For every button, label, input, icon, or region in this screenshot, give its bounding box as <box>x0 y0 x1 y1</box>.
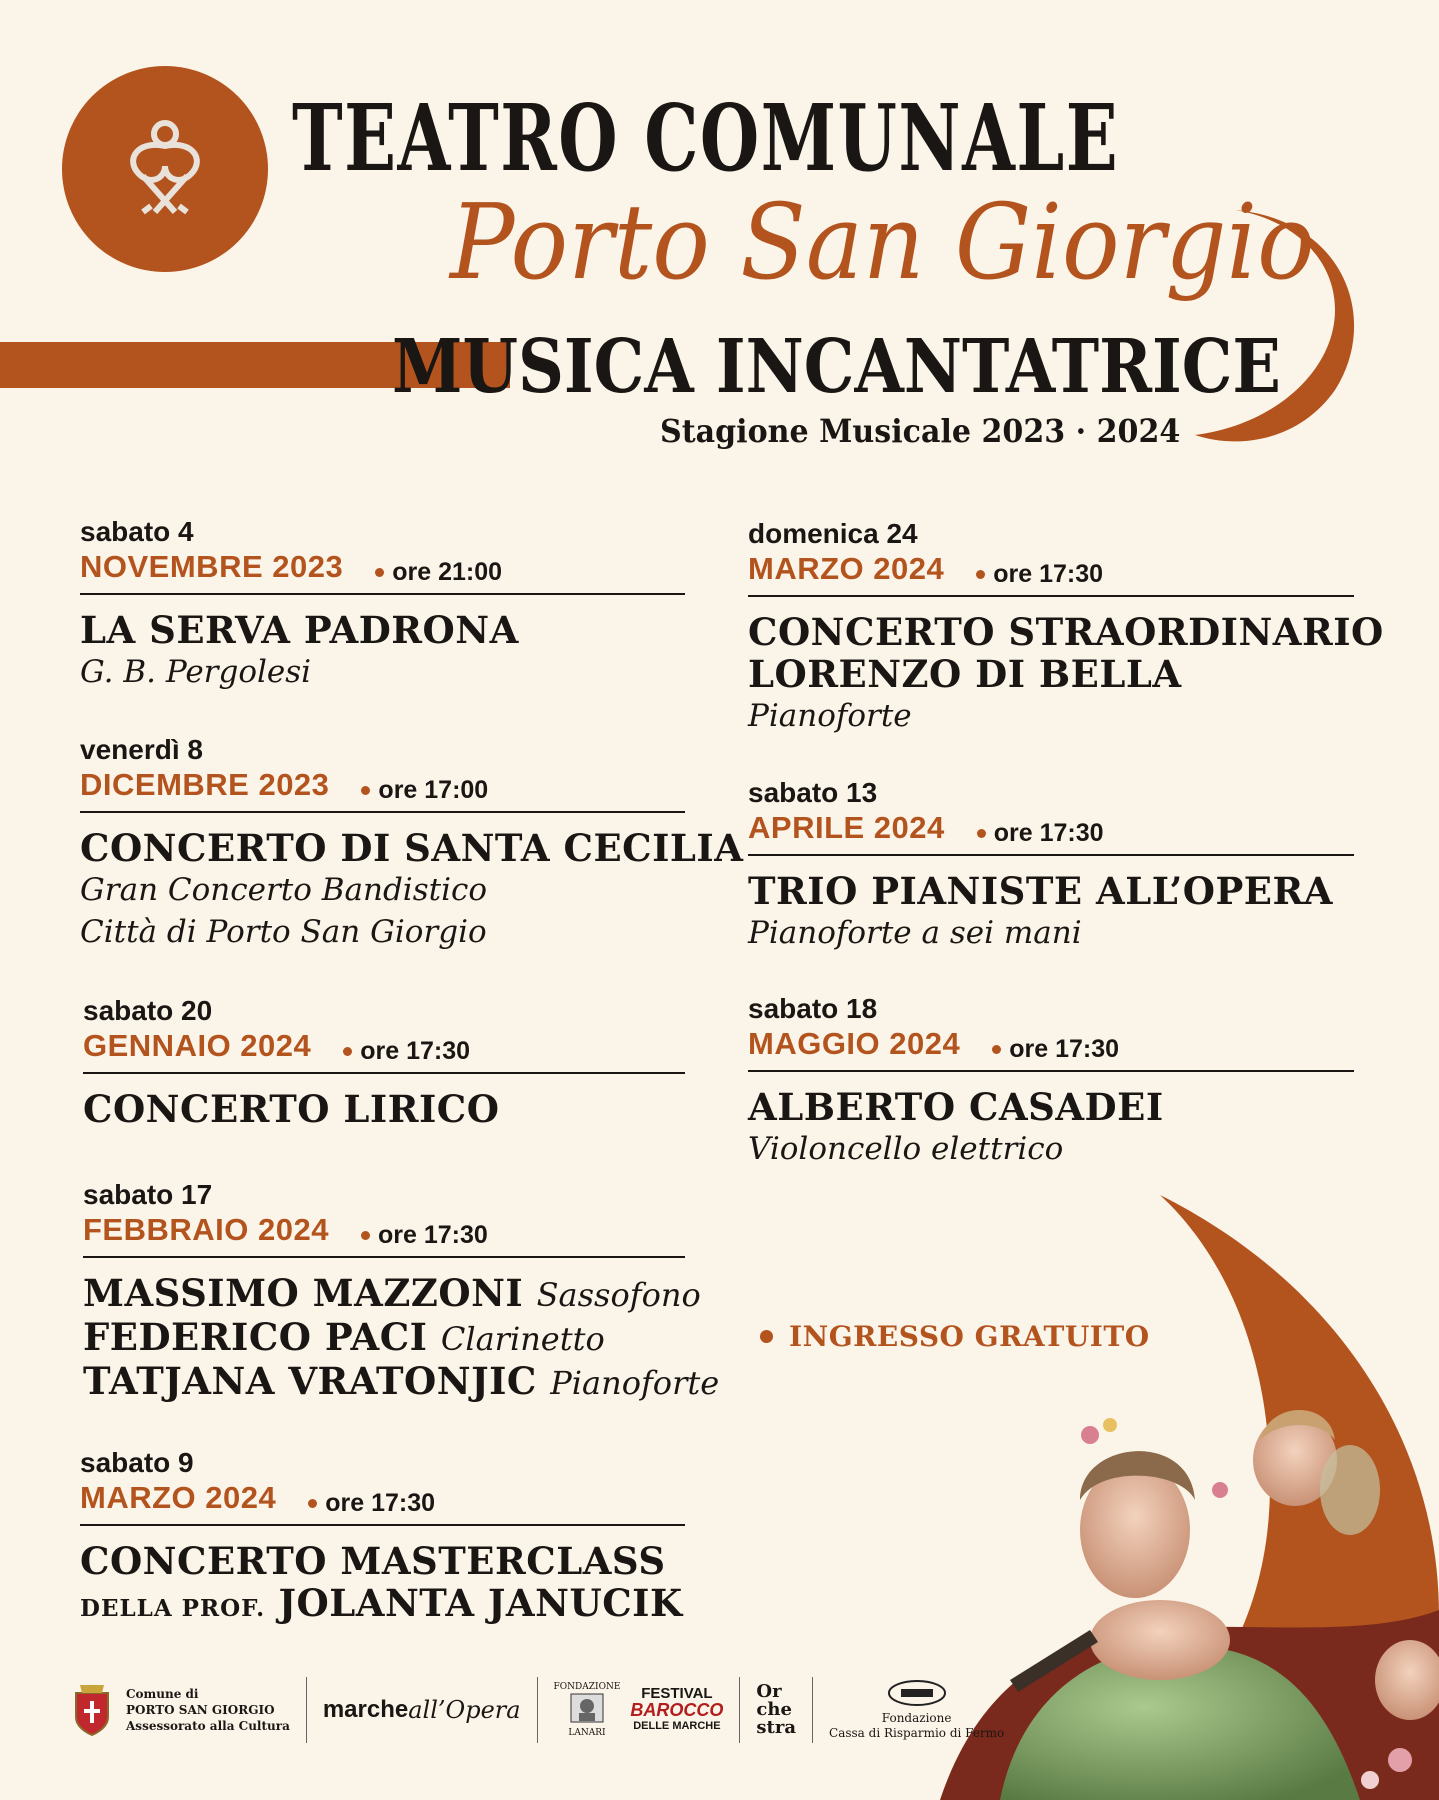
event-month: FEBBRAIO 2024 <box>83 1212 329 1247</box>
event-month: DICEMBRE 2023 <box>80 767 330 802</box>
performer-line <box>83 1271 701 1316</box>
bullet-dot <box>343 1047 352 1056</box>
crescent-moon-icon <box>1195 210 1385 450</box>
event-title-prefix: DELLA PROF. <box>80 1595 266 1622</box>
event-title: LORENZO DI BELLA <box>748 652 1182 696</box>
sponsor-comune <box>56 1675 306 1745</box>
event-subtitle: Gran Concerto Bandistico <box>80 872 488 908</box>
festival-label: FESTIVAL <box>641 1685 713 1702</box>
sponsor-festival-barocco <box>538 1675 740 1745</box>
allopera-label: all’Opera <box>408 1696 521 1724</box>
divider <box>748 854 1354 856</box>
bullet-dot <box>976 570 985 579</box>
event-subtitle: Violoncello elettrico <box>748 1131 1064 1167</box>
free-entry-label: INGRESSO GRATUITO <box>789 1320 1150 1353</box>
event-title: TRIO PIANISTE ALL’OPERA <box>748 869 1333 913</box>
cassa-label-2: Cassa di Risparmio di Fermo <box>829 1726 1005 1740</box>
divider <box>80 811 685 813</box>
performer-instrument: Clarinetto <box>440 1320 605 1358</box>
bullet-dot <box>361 786 370 795</box>
bullet-dot <box>375 568 384 577</box>
event-time: ore 17:00 <box>378 776 489 804</box>
bullet-dot <box>992 1045 1001 1054</box>
venue-script-title: Porto San Giorgio <box>450 181 1315 303</box>
event-time: ore 17:30 <box>360 1037 471 1065</box>
event-card <box>748 992 1354 1170</box>
event-card <box>748 517 1384 737</box>
event-day: sabato 17 <box>83 1179 213 1210</box>
sponsor-marche-allopera <box>307 1675 537 1745</box>
event-day: venerdì 8 <box>80 734 203 765</box>
divider <box>83 1072 685 1074</box>
cassa-label-1: Fondazione <box>881 1711 952 1725</box>
page-title: TEATRO COMUNALE <box>292 84 1120 192</box>
event-subtitle: Pianoforte a sei mani <box>748 915 1082 951</box>
bullet-dot <box>760 1330 773 1343</box>
event-month: MARZO 2024 <box>80 1480 277 1515</box>
event-month: GENNAIO 2024 <box>83 1028 312 1063</box>
divider <box>80 1524 685 1526</box>
event-day: domenica 24 <box>748 518 918 549</box>
free-entry-note <box>760 1320 1150 1353</box>
event-title: LA SERVA PADRONA <box>80 608 519 652</box>
comune-name: PORTO SAN GIORGIO <box>126 1703 275 1717</box>
event-title: CONCERTO DI SANTA CECILIA <box>80 826 744 870</box>
event-time: ore 21:00 <box>392 558 503 586</box>
portrait-icon <box>570 1693 604 1723</box>
sponsor-orchestra <box>740 1675 812 1745</box>
bullet-dot <box>361 1231 370 1240</box>
comune-label: Comune di <box>126 1687 199 1701</box>
event-month: MAGGIO 2024 <box>748 1026 961 1061</box>
event-day: sabato 9 <box>80 1447 194 1478</box>
performer-line <box>83 1359 720 1404</box>
performer-name: TATJANA VRATONJIC <box>83 1359 537 1403</box>
event-subtitle: Città di Porto San Giorgio <box>80 914 487 950</box>
event-card <box>80 1446 685 1630</box>
bullet-dot <box>308 1499 317 1508</box>
comune-department: Assessorato alla Cultura <box>126 1719 290 1733</box>
performer-instrument: Sassofono <box>536 1276 701 1314</box>
event-title: CONCERTO LIRICO <box>83 1087 500 1131</box>
divider <box>748 1070 1354 1072</box>
orchestra-label-2: che <box>756 1699 792 1720</box>
event-day: sabato 20 <box>83 995 213 1026</box>
event-card <box>80 733 744 953</box>
event-subtitle: Pianoforte <box>748 698 912 734</box>
event-time: ore 17:30 <box>1009 1035 1120 1063</box>
performer-name: MASSIMO MAZZONI <box>83 1271 524 1315</box>
event-day: sabato 13 <box>748 777 878 808</box>
bullet-dot <box>977 829 986 838</box>
performer-instrument: Pianoforte <box>550 1364 720 1402</box>
divider <box>83 1256 685 1258</box>
logo-badge <box>62 66 268 272</box>
event-title: ALBERTO CASADEI <box>748 1085 1164 1129</box>
event-day: sabato 4 <box>80 516 194 547</box>
orchestra-label-3: stra <box>756 1717 797 1738</box>
event-card <box>83 1178 720 1404</box>
event-subtitle: G. B. Pergolesi <box>80 654 312 690</box>
performer-name: JOLANTA JANUCIK <box>278 1581 683 1625</box>
divider <box>80 593 685 595</box>
event-card <box>748 776 1354 954</box>
marche-label: marche <box>322 1696 409 1723</box>
orchestra-label-1: Or <box>756 1681 782 1702</box>
event-time: ore 17:30 <box>377 1221 488 1249</box>
event-time: ore 17:30 <box>993 560 1104 588</box>
season-years: Stagione Musicale 2023 · 2024 <box>660 412 1181 450</box>
event-title: CONCERTO STRAORDINARIO <box>748 610 1384 654</box>
performer-name: FEDERICO PACI <box>83 1315 428 1359</box>
event-card <box>80 515 685 693</box>
event-title: CONCERTO MASTERCLASS <box>80 1539 666 1583</box>
event-day: sabato 18 <box>748 993 878 1024</box>
sponsor-strip <box>56 1665 1020 1755</box>
event-time: ore 17:30 <box>993 819 1104 847</box>
event-time: ore 17:30 <box>325 1489 436 1517</box>
season-name: MUSICA INCANTATRICE <box>392 324 1281 410</box>
barocco-label: BAROCCO <box>630 1700 724 1720</box>
event-month: APRILE 2024 <box>748 810 945 845</box>
event-title-line <box>80 1582 685 1630</box>
event-month: NOVEMBRE 2023 <box>80 549 344 584</box>
sponsor-cassa-fermo <box>813 1675 1020 1745</box>
fondazione-label: FONDAZIONE <box>553 1682 621 1692</box>
performer-line <box>83 1316 685 1360</box>
event-month: MARZO 2024 <box>748 551 945 586</box>
keys-emblem-icon <box>117 116 213 220</box>
event-card <box>83 994 685 1130</box>
divider <box>748 595 1354 597</box>
coat-of-arms-icon <box>72 1683 112 1737</box>
cassa-emblem-icon <box>887 1679 947 1707</box>
lanari-label: LANARI <box>568 1728 606 1738</box>
delle-marche-label: DELLE MARCHE <box>633 1720 721 1732</box>
